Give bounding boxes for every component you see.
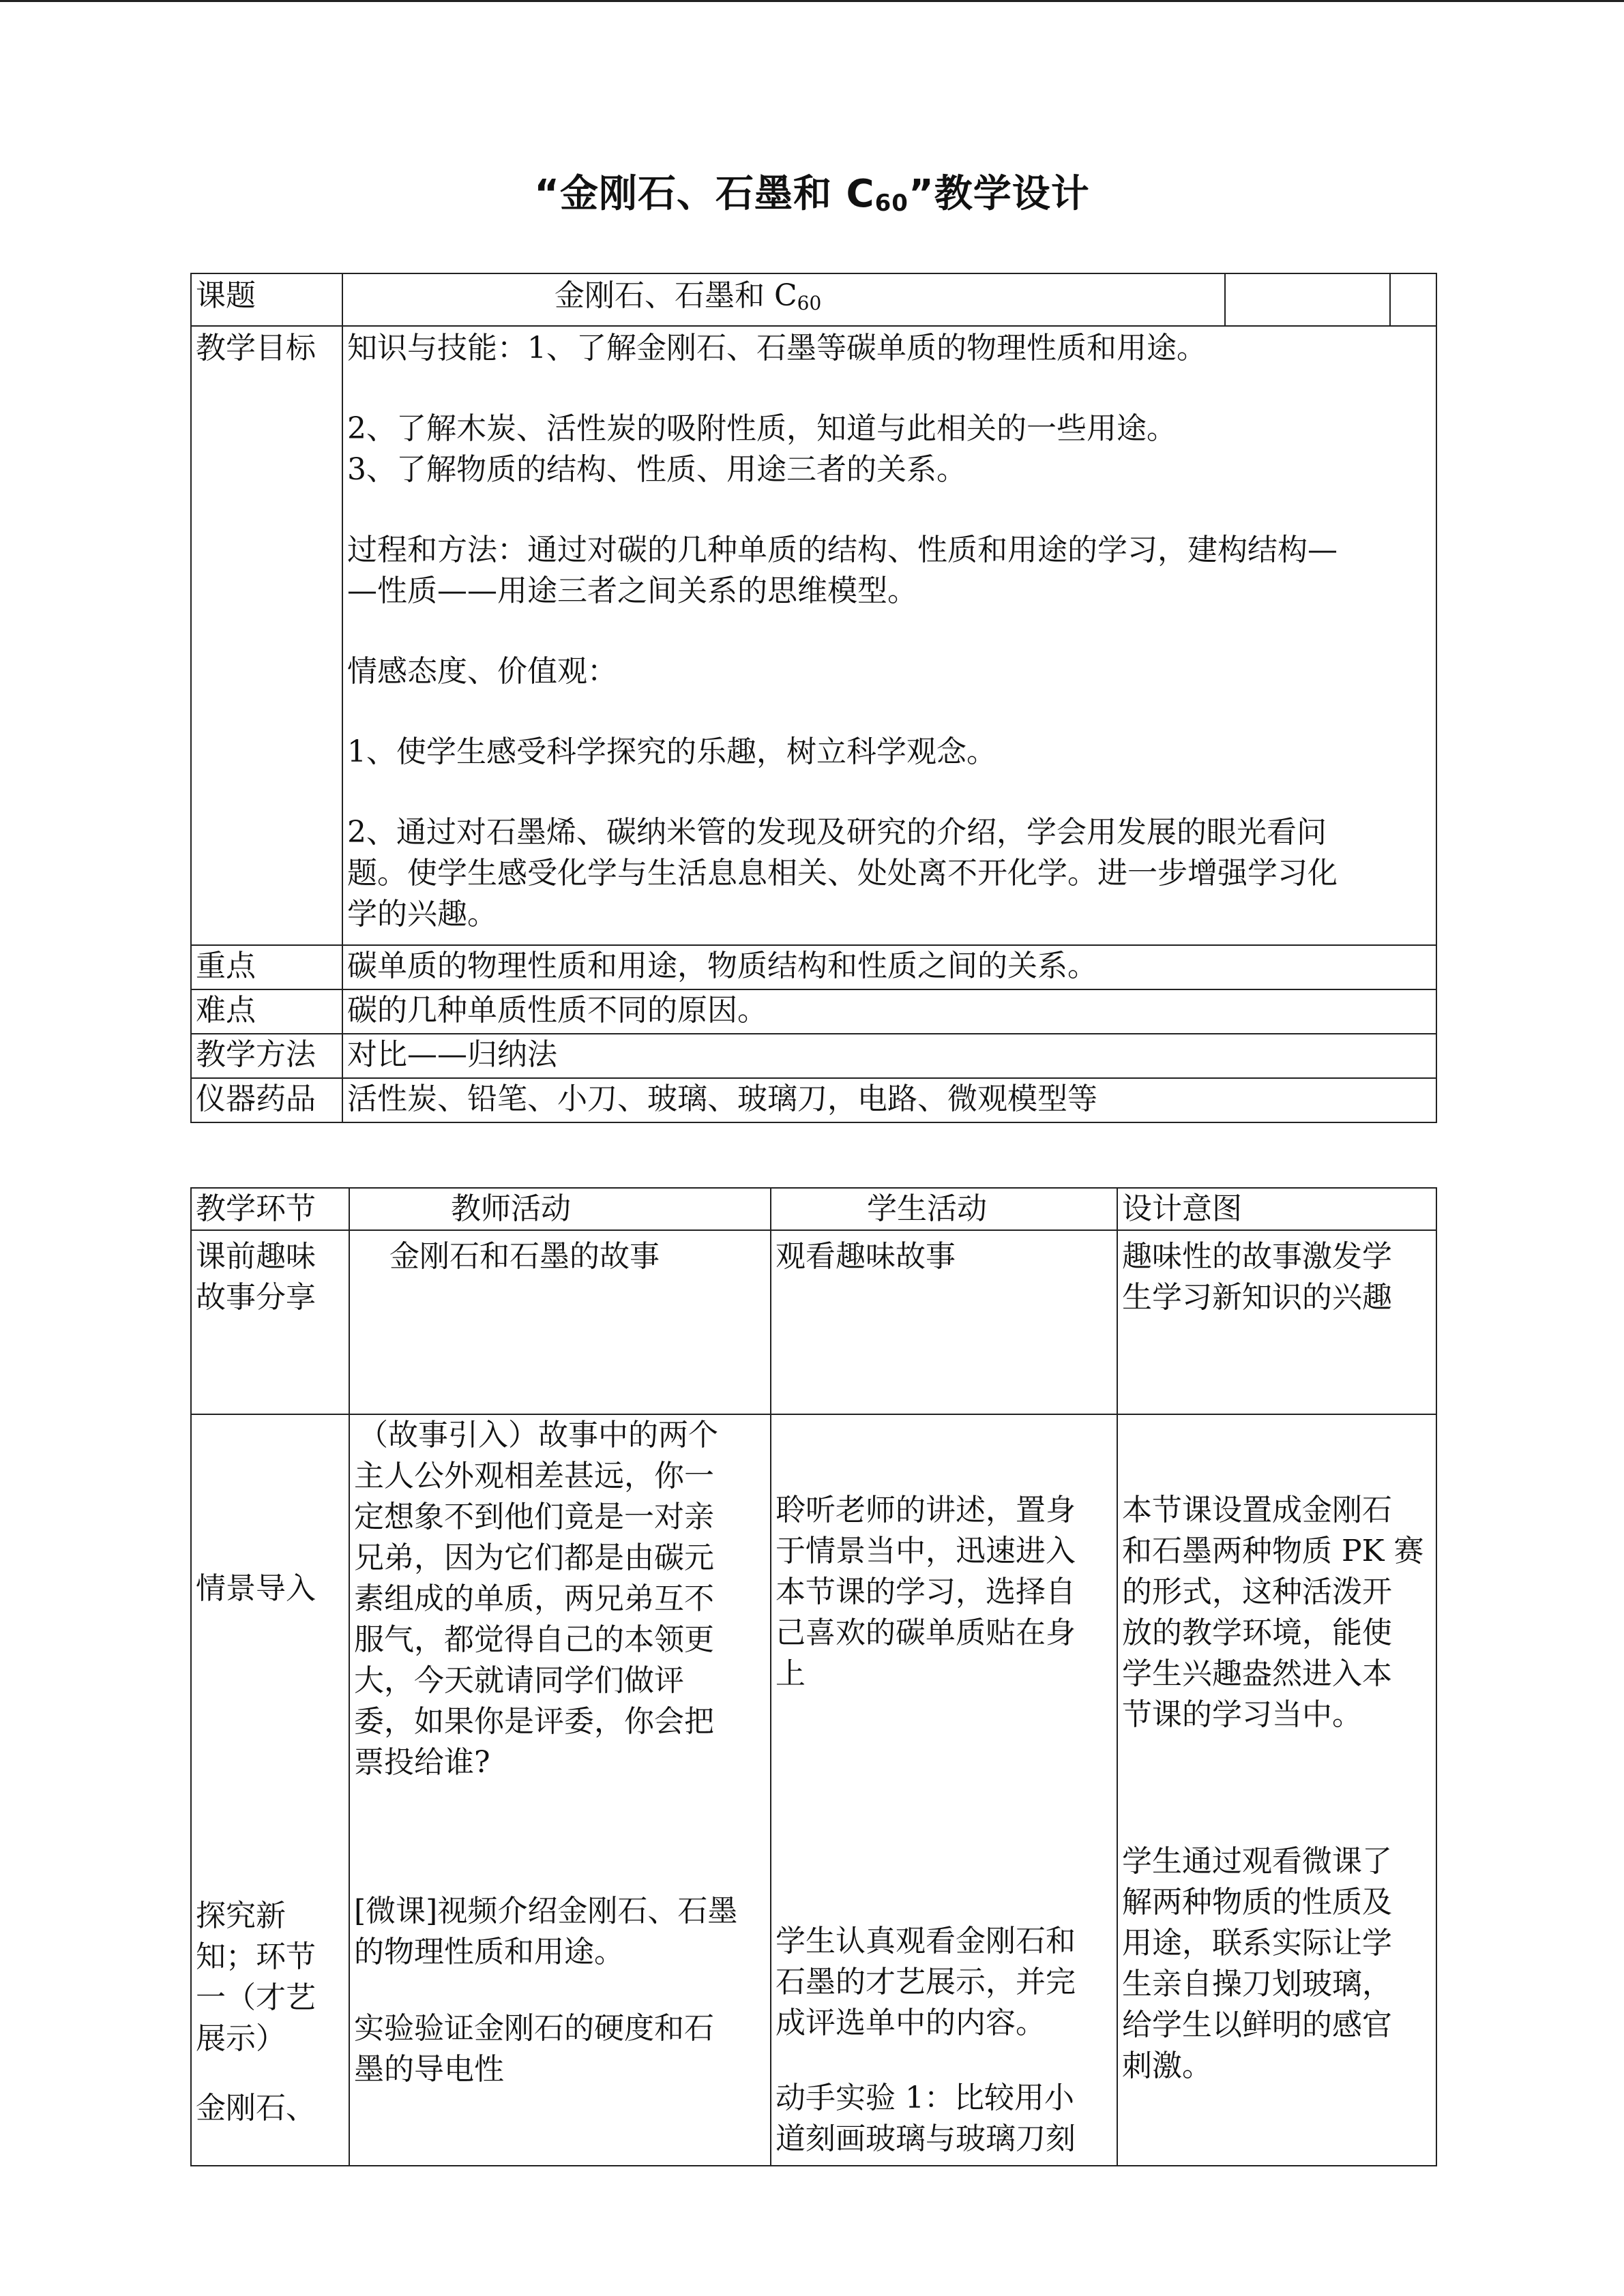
- info-table: [190, 273, 1437, 1123]
- teacher-cell: （故事引入）故事中的两个 主人公外观相差甚远，你一 定想象不到他们竟是一对亲 兄弟，因为它们都是由碳元 素组成的单质，两兄弟互不 服气，都觉得自己的本领更 大，今天就请同学们做评 委，如果你是评委，你会把 票投给谁? [微课]视频介绍金刚石、石墨 的物理性质和用途。 实验验证金刚石的硬度和石 墨的导电性: [349, 1414, 771, 2166]
- header-teacher: 教师活动: [349, 1188, 771, 1230]
- materials-label: 仪器药品: [191, 1078, 342, 1122]
- stage-cell: 情景导入 探究新 知；环节 一（才艺 展示） 金刚石、: [191, 1414, 349, 2166]
- goal-line: 过程和方法：通过对碳的几种单质的结构、性质和用途的学习，建构结构—: [347, 533, 1338, 567]
- topic-label: 课题: [191, 273, 342, 326]
- header-stage: 教学环节: [191, 1188, 349, 1230]
- page-top-border: [0, 0, 1624, 2]
- key-label: 重点: [191, 945, 342, 989]
- process-header-row: [191, 1188, 1436, 1230]
- process-row-story: [191, 1230, 1436, 1414]
- process-row-intro: [191, 1414, 1436, 2166]
- goal-line: 2、通过对石墨烯、碳纳米管的发现及研究的介绍，学会用发展的眼光看问: [347, 815, 1327, 850]
- difficulty-row: [191, 989, 1436, 1034]
- goal-line: 3、了解物质的结构、性质、用途三者的关系。: [347, 452, 966, 487]
- goals-row: [191, 326, 1436, 945]
- intent-cell: 趣味性的故事激发学 生学习新知识的兴趣: [1117, 1230, 1436, 1414]
- goal-line: 2、了解木炭、活性炭的吸附性质，知道与此相关的一些用途。: [347, 411, 1177, 446]
- teacher-cell: 金刚石和石墨的故事: [349, 1230, 771, 1414]
- goal-line: 题。使学生感受化学与生活息息相关、处处离不开化学。进一步增强学习化: [347, 856, 1338, 891]
- key-row: [191, 945, 1436, 989]
- method-label: 教学方法: [191, 1034, 342, 1078]
- intent-cell: 本节课设置成金刚石 和石墨两种物质 PK 赛 的形式，这种活泼开 放的教学环境，能使 学生兴趣盎然进入本 节课的学习当中。 学生通过观看微课了 解两种物质的性质及 用途，联系实际让学 生亲自操刀划玻璃， 给学生以鲜明的感官 刺激。: [1117, 1414, 1436, 2166]
- topic-value: 金刚石、石墨和 $C_{60}$: [342, 273, 1225, 326]
- page-title: “金刚石、石墨和 $C_{60}$”教学设计: [534, 172, 1090, 217]
- goal-line: 情感态度、价值观：: [347, 654, 617, 689]
- goal-line: —性质——用途三者之间关系的思维模型。: [347, 573, 917, 608]
- difficulty-label: 难点: [191, 989, 342, 1034]
- student-cell: 聆听老师的讲述，置身 于情景当中，迅速进入 本节课的学习，选择自 己喜欢的碳单质贴在身 上 学生认真观看金刚石和 石墨的才艺展示，并完 成评选单中的内容。 动手实验 1：比较用小 道刻画玻璃与玻璃刀刻: [771, 1414, 1117, 2166]
- goals-label: 教学目标: [191, 326, 342, 945]
- method-row: [191, 1034, 1436, 1078]
- difficulty-value: 碳的几种单质性质不同的原因。: [342, 989, 1436, 1034]
- goals-content: [342, 326, 1436, 945]
- goal-line: 学的兴趣。: [347, 897, 497, 931]
- key-value: 碳单质的物理性质和用途，物质结构和性质之间的关系。: [342, 945, 1436, 989]
- student-cell: 观看趣味故事: [771, 1230, 1117, 1414]
- stage-cell: 课前趣味 故事分享: [191, 1230, 349, 1414]
- goal-line: 1、使学生感受科学探究的乐趣，树立科学观念。: [347, 734, 996, 769]
- materials-value: 活性炭、铅笔、小刀、玻璃、玻璃刀，电路、微观模型等: [342, 1078, 1436, 1122]
- materials-row: [191, 1078, 1436, 1122]
- topic-row: [191, 273, 1436, 326]
- process-table: [190, 1187, 1437, 2166]
- header-intent: 设计意图: [1117, 1188, 1436, 1230]
- goal-line: 知识与技能：1、了解金刚石、石墨等碳单质的物理性质和用途。: [347, 331, 1207, 366]
- method-value: 对比——归纳法: [342, 1034, 1436, 1078]
- header-student: 学生活动: [771, 1188, 1117, 1230]
